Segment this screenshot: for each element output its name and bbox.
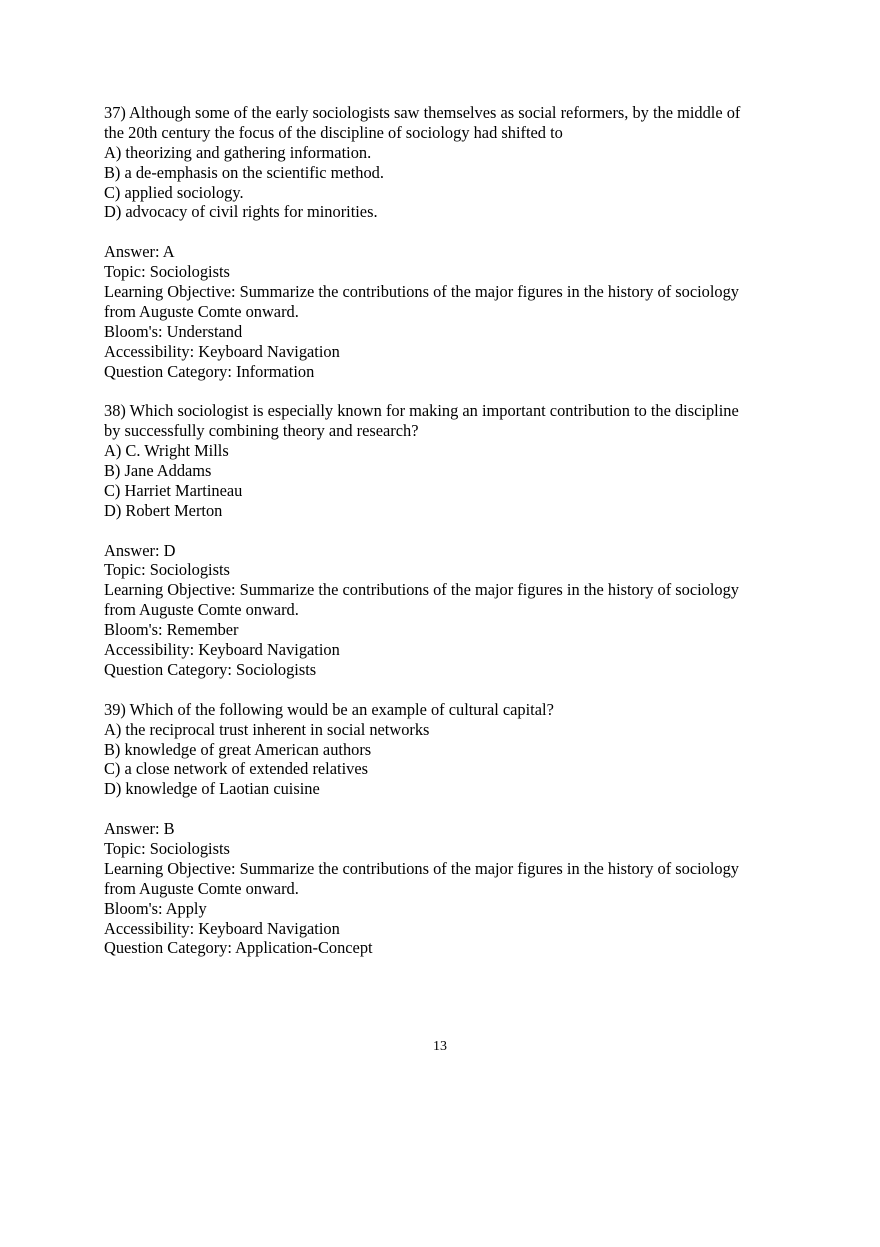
answer-option: C) a close network of extended relatives	[104, 759, 368, 779]
question-metadata: Topic: Sociologists	[104, 262, 230, 282]
question-metadata: Question Category: Sociologists	[104, 659, 317, 679]
spacer	[104, 799, 794, 819]
answer-option: A) theorizing and gathering information.	[104, 142, 372, 162]
question-stem: the 20th century the focus of the discipline of sociology had shifted to	[104, 122, 563, 142]
question-metadata: Learning Objective: Summarize the contributions of the major figures in the history of sociology	[104, 580, 739, 600]
question-metadata: Accessibility: Keyboard Navigation	[104, 918, 340, 938]
question-metadata: Question Category: Application-Concept	[104, 938, 373, 958]
question-metadata: Accessibility: Keyboard Navigation	[104, 341, 340, 361]
answer-option: B) Jane Addams	[104, 461, 212, 481]
answer-option: A) C. Wright Mills	[104, 441, 229, 461]
question-metadata: from Auguste Comte onward.	[104, 600, 299, 620]
answer-option: D) knowledge of Laotian cuisine	[104, 779, 320, 799]
spacer	[104, 521, 794, 541]
spacer	[104, 381, 794, 401]
question-metadata: Bloom's: Apply	[104, 898, 207, 918]
question-metadata: Topic: Sociologists	[104, 560, 230, 580]
question-stem: by successfully combining theory and research?	[104, 421, 419, 441]
question-metadata: Learning Objective: Summarize the contributions of the major figures in the history of sociology	[104, 282, 739, 302]
question-metadata: Answer: A	[104, 242, 175, 262]
answer-option: C) applied sociology.	[104, 182, 244, 202]
question-metadata: Topic: Sociologists	[104, 838, 230, 858]
question-metadata: Bloom's: Remember	[104, 620, 239, 640]
document-body	[104, 103, 794, 978]
answer-option: B) knowledge of great American authors	[104, 739, 372, 759]
answer-option: A) the reciprocal trust inherent in social networks	[104, 719, 430, 739]
page-number: 13	[433, 1039, 447, 1054]
answer-option: C) Harriet Martineau	[104, 480, 243, 500]
question-stem: 37) Although some of the early sociologists saw themselves as social reformers, by the middle of	[104, 103, 741, 122]
question-stem: 38) Which sociologist is especially known for making an important contribution to the discipline	[104, 401, 739, 421]
answer-option: D) advocacy of civil rights for minorities.	[104, 202, 378, 222]
question-metadata: Bloom's: Understand	[104, 321, 243, 341]
question-stem: 39) Which of the following would be an example of cultural capital?	[104, 699, 554, 719]
question-metadata: Answer: D	[104, 540, 176, 560]
question-metadata: from Auguste Comte onward.	[104, 301, 299, 321]
spacer	[104, 680, 794, 700]
spacer	[104, 222, 794, 242]
question-metadata: Accessibility: Keyboard Navigation	[104, 640, 340, 660]
answer-option: B) a de-emphasis on the scientific method.	[104, 162, 384, 182]
spacer	[104, 958, 794, 978]
question-metadata: Learning Objective: Summarize the contributions of the major figures in the history of sociology	[104, 858, 739, 878]
answer-option: D) Robert Merton	[104, 500, 223, 520]
question-metadata: from Auguste Comte onward.	[104, 878, 299, 898]
question-metadata: Question Category: Information	[104, 361, 315, 381]
question-metadata: Answer: B	[104, 819, 175, 839]
